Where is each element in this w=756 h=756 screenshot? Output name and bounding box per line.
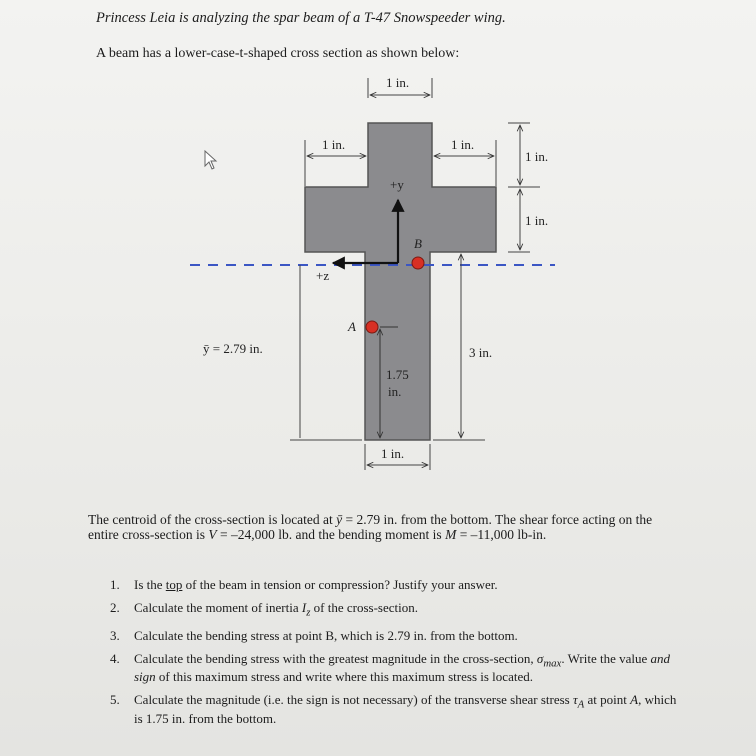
question-number: 4. — [110, 650, 120, 666]
summary-ybar: ȳ — [336, 512, 343, 527]
a-height-dim-value: 1.75 — [386, 367, 409, 382]
summary-part-2: = 2.79 in. from the bottom. The shear force acting on the entire cross-section is — [88, 512, 653, 542]
left-arm-dim-label: 1 in. — [322, 137, 346, 152]
question-text: of this maximum stress and write where this maximum stress is located. — [155, 669, 533, 685]
question-item — [110, 629, 680, 643]
right-lower-dim-label: 3 in. — [469, 345, 493, 360]
intro-line: Princess Leia is analyzing the spar beam of a T-47 Snowspeeder wing. — [96, 10, 506, 26]
question-item — [110, 693, 680, 726]
question-text: of the beam in tension or compression? Justify your answer. — [182, 577, 498, 592]
summary-m-symbol: M — [445, 527, 457, 542]
question-number: 3. — [110, 627, 120, 643]
question-symbol: σ — [536, 650, 544, 666]
question-item — [110, 652, 680, 685]
problem-summary — [88, 512, 678, 542]
bottom-dim-label: 1 in. — [381, 446, 405, 461]
summary-part-4: = –11,000 lb-in. — [456, 527, 547, 542]
question-number: 5. — [110, 692, 120, 708]
question-text: Calculate the bending stress with the greatest magnitude in the cross-section, — [134, 650, 537, 666]
question-symbol: I — [301, 600, 307, 615]
question-list — [110, 578, 680, 735]
y-axis-label: +y — [390, 177, 404, 192]
question-text: Calculate the moment of inertia — [134, 600, 302, 615]
point-b-marker — [412, 257, 424, 269]
point-a-label: A — [348, 319, 356, 334]
question-subscript: max — [543, 657, 562, 670]
question-subscript: A — [577, 698, 585, 711]
z-axis-label: +z — [316, 268, 330, 283]
question-symbol: τ — [572, 692, 578, 708]
question-italic: A — [630, 692, 639, 708]
summary-part-3: = –24,000 lb. and the bending moment is — [216, 527, 446, 542]
a-height-dim-unit: in. — [388, 384, 402, 399]
question-subscript: z — [306, 606, 311, 619]
question-text: Calculate the magnitude (i.e. the sign is not necessary) of the transverse shear stress — [134, 692, 573, 708]
right-top-dim-label: 1 in. — [525, 149, 549, 164]
lead-line: A beam has a lower-case-t-shaped cross section as shown below: — [96, 46, 460, 61]
question-number: 1. — [110, 577, 120, 592]
top-dim-label: 1 in. — [386, 75, 410, 90]
question-text: at point — [584, 692, 631, 708]
summary-v-symbol: V — [208, 527, 217, 542]
ybar-dim-label: ȳ = 2.79 in. — [203, 341, 263, 356]
right-mid-dim-label: 1 in. — [525, 213, 549, 228]
summary-part-1: The centroid of the cross-section is located at — [88, 512, 337, 527]
question-text: . Write the value — [561, 650, 651, 666]
question-text: of the cross-section. — [310, 600, 419, 615]
point-a-marker — [366, 321, 378, 333]
right-arm-dim-label: 1 in. — [451, 137, 475, 152]
question-item — [110, 578, 680, 592]
question-underlined: top — [165, 577, 183, 592]
question-item — [110, 601, 680, 620]
question-text: , which is 1.75 in. from the bottom. — [134, 692, 677, 726]
question-italic: and sign — [134, 650, 670, 685]
question-text: Calculate the bending stress at point B, which is 2.79 in. from the bottom. — [134, 627, 518, 643]
question-text: Is the — [134, 577, 166, 592]
mouse-cursor-icon — [205, 151, 216, 169]
question-number: 2. — [110, 600, 120, 615]
point-b-label: B — [414, 236, 422, 251]
